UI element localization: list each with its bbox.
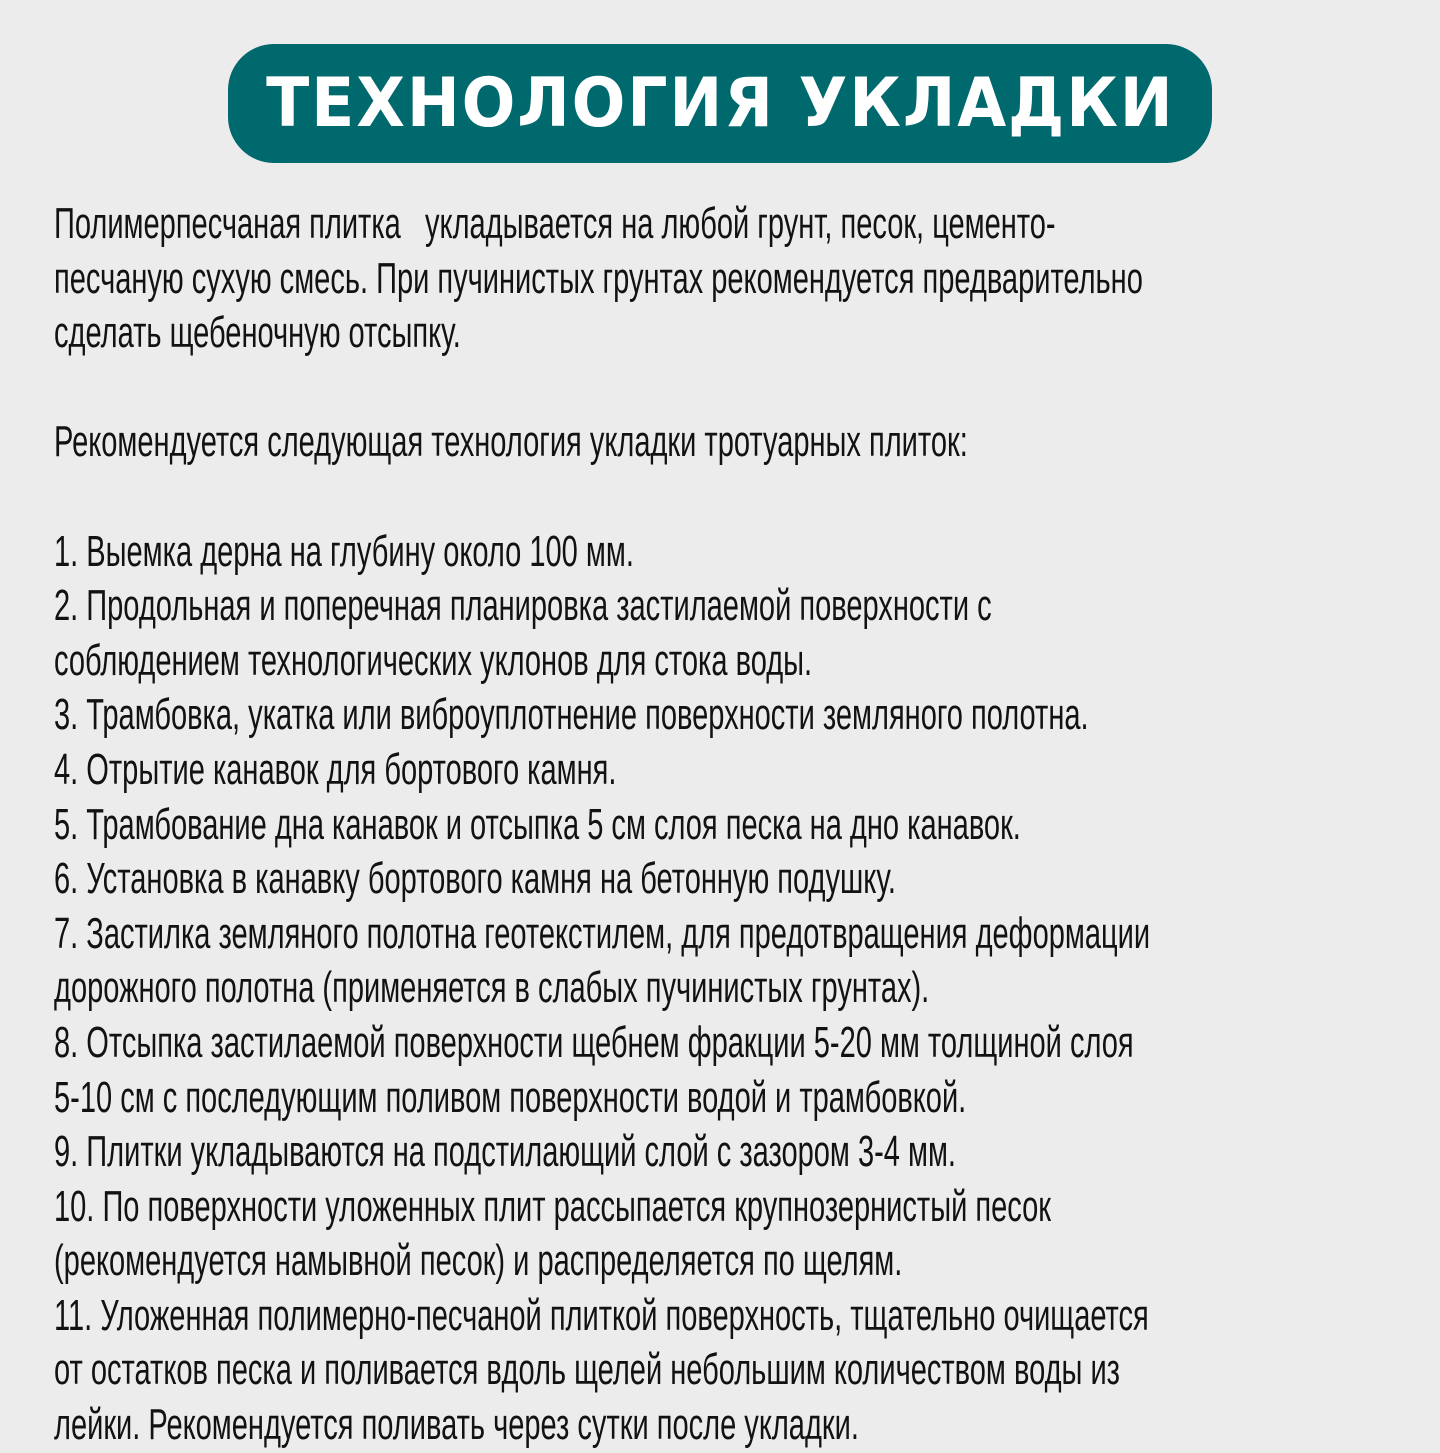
- text-line: 1. Выемка дерна на глубину около 100 мм.: [54, 526, 634, 576]
- text-line: 6. Установка в канавку бортового камня на бетонную подушку.: [54, 854, 897, 904]
- text-line: сделать щебеночную отсыпку.: [54, 308, 461, 358]
- text-line: 5. Трамбование дна канавок и отсыпка 5 см слоя песка на дно канавок.: [54, 799, 1021, 849]
- list-item: [54, 798, 1434, 853]
- paragraph-gap: [54, 361, 1434, 416]
- text-line: 11. Уложенная полимерно-песчаной плиткой поверхность, тщательно очищается: [54, 1290, 1149, 1340]
- recommend-line: Рекомендуется следующая технология укладки тротуарных плиток:: [54, 417, 968, 467]
- list-item: [54, 1289, 1434, 1453]
- list-item: [54, 525, 1434, 580]
- text-line: соблюдением технологических уклонов для стока воды.: [54, 635, 813, 685]
- text-line: 9. Плитки укладываются на подстилающий слой с зазором 3-4 мм.: [54, 1127, 957, 1177]
- intro-paragraph: [54, 197, 1434, 361]
- text-line: дорожного полотна (применяется в слабых пучинистых грунтах).: [54, 963, 930, 1013]
- text-line: (рекомендуется намывной песок) и распределяется по щелям.: [54, 1236, 903, 1286]
- paragraph-gap: [54, 470, 1434, 525]
- text-line: 3. Трамбовка, укатка или виброуплотнение поверхности земляного полотна.: [54, 690, 1089, 740]
- text-line: 8. Отсыпка застилаемой поверхности щебнем фракции 5-20 мм толщиной слоя: [54, 1017, 1134, 1067]
- list-item: [54, 688, 1434, 743]
- steps-list: [54, 525, 1434, 1453]
- list-item: [54, 907, 1434, 1016]
- list-item: [54, 1125, 1434, 1180]
- text-line: 2. Продольная и поперечная планировка застилаемой поверхности с: [54, 581, 992, 631]
- list-item: [54, 1016, 1434, 1125]
- body-text: [54, 197, 1434, 1453]
- text-line: Полимерпесчаная плитка укладывается на любой грунт, песок, цементо-: [54, 199, 1056, 248]
- text-line: от остатков песка и поливается вдоль щелей небольшим количеством воды из: [54, 1345, 1121, 1395]
- text-line: 4. Отрытие канавок для бортового камня.: [54, 744, 617, 794]
- list-item: [54, 852, 1434, 907]
- list-item: [54, 579, 1434, 688]
- list-item: [54, 743, 1434, 798]
- text-line: 7. Застилка земляного полотна геотекстилем, для предотвращения деформации: [54, 908, 1151, 958]
- text-line: 10. По поверхности уложенных плит рассыпается крупнозернистый песок: [54, 1181, 1051, 1231]
- text-line: лейки. Рекомендуется поливать через сутки после укладки.: [54, 1400, 859, 1450]
- text-line: песчаную сухую смесь. При пучинистых грунтах рекомендуется предварительно: [54, 253, 1143, 303]
- list-item: [54, 1180, 1434, 1289]
- text-line: 5-10 см с последующим поливом поверхности водой и трамбовкой.: [54, 1072, 967, 1122]
- title-banner: [228, 44, 1212, 163]
- page-title: ТЕХНОЛОГИЯ УКЛАДКИ: [265, 63, 1175, 143]
